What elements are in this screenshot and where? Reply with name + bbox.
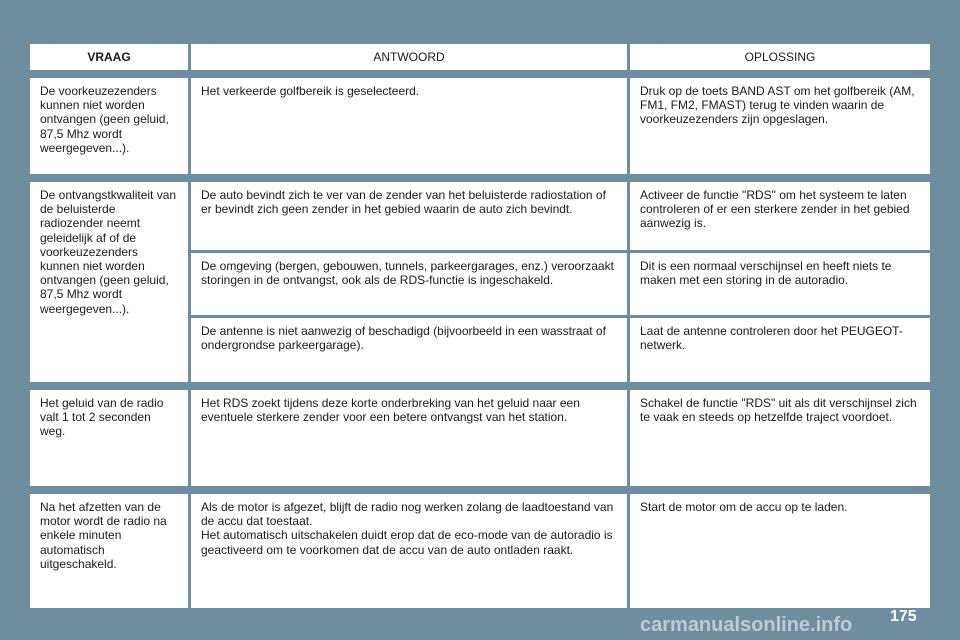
page-number: 175 bbox=[890, 608, 917, 625]
answer-cell: Het verkeerde golfbereik is geselecteerd. bbox=[191, 78, 627, 174]
troubleshooting-table bbox=[30, 44, 930, 608]
header-antwoord: ANTWOORD bbox=[191, 44, 627, 70]
question-cell: De voorkeuzezenders kunnen niet worden ontvangen (geen geluid, 87,5 Mhz wordt weergegeven...). bbox=[30, 78, 188, 174]
answer-cell: De omgeving (bergen, gebouwen, tunnels, parkeergarages, enz.) veroorzaakt storingen in de ontvangst, ook als de RDS-functie is ingeschakeld. bbox=[191, 253, 627, 315]
answer-cell: De auto bevindt zich te ver van de zender van het beluisterde radiostation of er bevindt zich geen zender in het gebied waarin de auto zich bevindt. bbox=[191, 182, 627, 250]
answer-cell: Het RDS zoekt tijdens deze korte onderbreking van het geluid naar een eventuele sterkere zender voor een betere ontvangst van het station. bbox=[191, 390, 627, 486]
header-oplossing: OPLOSSING bbox=[630, 44, 930, 70]
solution-cell: Activeer de functie "RDS" om het systeem te laten controleren of er een sterkere zender in het gebied aanwezig is. bbox=[630, 182, 930, 250]
solution-cell: Druk op de toets BAND AST om het golfbereik (AM, FM1, FM2, FMAST) terug te vinden waarin de voorkeuzezenders zijn opgeslagen. bbox=[630, 78, 930, 174]
answer-cell: De antenne is niet aanwezig of beschadigd (bijvoorbeeld in een wasstraat of ondergrondse parkeergarage). bbox=[191, 318, 627, 382]
solution-cell: Start de motor om de accu op te laden. bbox=[630, 494, 930, 608]
answer-cell: Als de motor is afgezet, blijft de radio nog werken zolang de laadtoestand van de accu dat toestaat. Het automatisch uitschakelen duidt erop dat de eco-mode van de autoradio is geactiveerd om te voorkomen dat de accu van de auto ontladen raakt. bbox=[191, 494, 627, 608]
header-vraag: VRAAG bbox=[30, 44, 188, 70]
solution-cell: Laat de antenne controleren door het PEUGEOT-netwerk. bbox=[630, 318, 930, 382]
solution-cell: Dit is een normaal verschijnsel en heeft niets te maken met een storing in de autoradio. bbox=[630, 253, 930, 315]
watermark: carmanualsonline.info bbox=[640, 614, 853, 636]
question-cell: Het geluid van de radio valt 1 tot 2 seconden weg. bbox=[30, 390, 188, 486]
solution-cell: Schakel de functie "RDS" uit als dit verschijnsel zich te vaak en steeds op hetzelfde traject voordoet. bbox=[630, 390, 930, 486]
question-cell: De ontvangstkwaliteit van de beluisterde radiozender neemt geleidelijk af of de voorkeuzezenders kunnen niet worden ontvangen (geen geluid, 87,5 Mhz wordt weergegeven...). bbox=[30, 182, 188, 382]
question-cell: Na het afzetten van de motor wordt de radio na enkele minuten automatisch uitgeschakeld. bbox=[30, 494, 188, 608]
